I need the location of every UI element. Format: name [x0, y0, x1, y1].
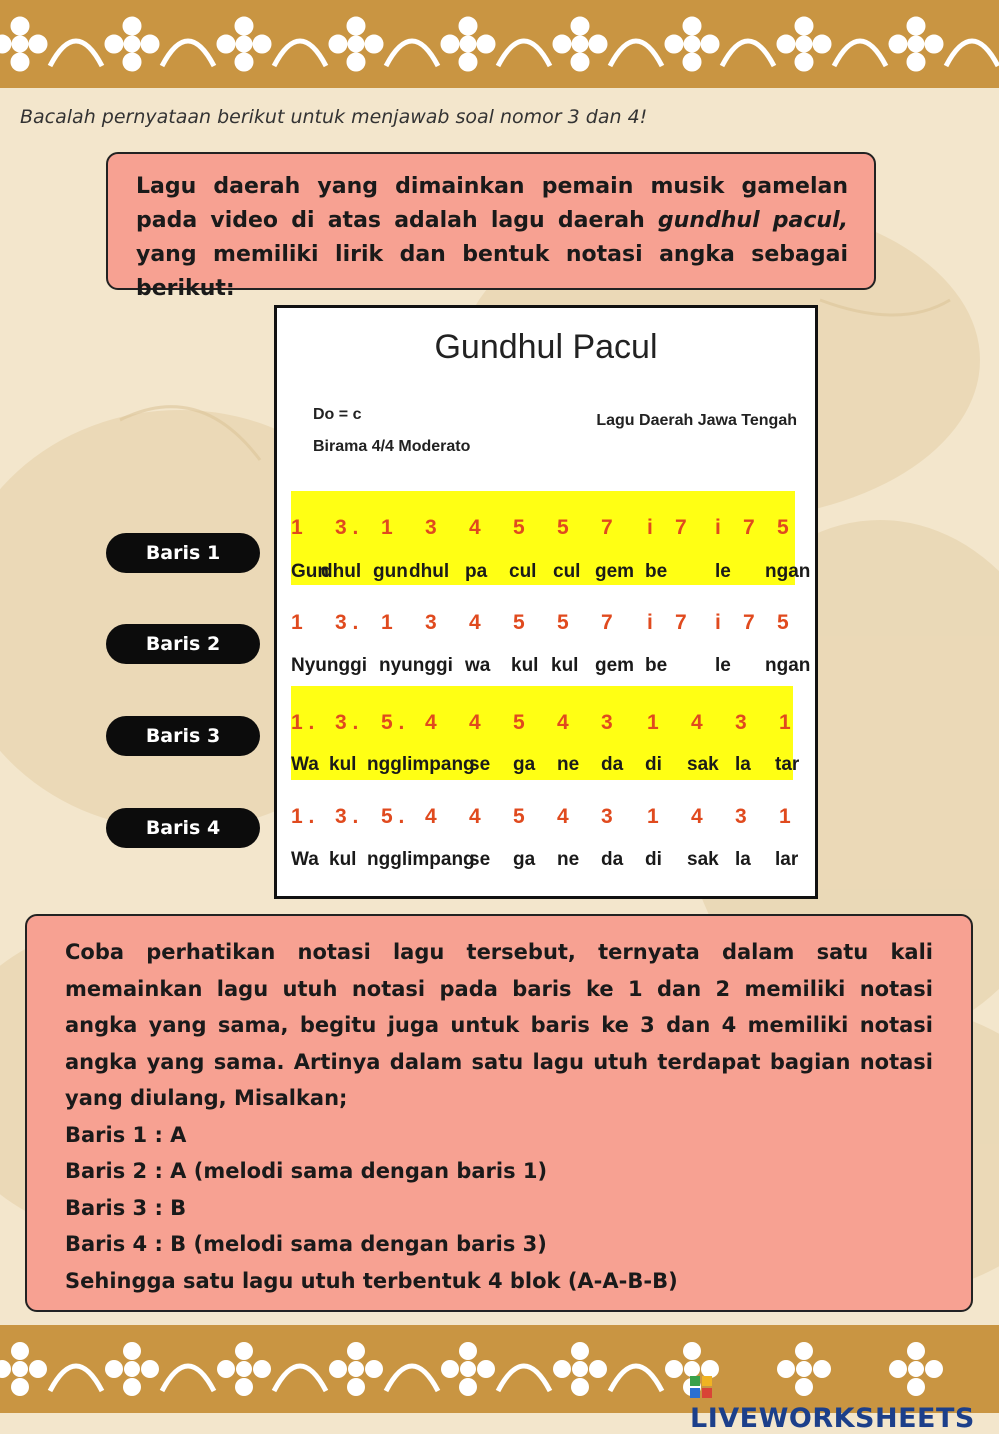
liveworksheets-watermark: [690, 1372, 999, 1434]
lyric-row: [291, 561, 811, 591]
note-number: 3: [425, 516, 437, 539]
lyric-syllable: di: [645, 849, 662, 870]
note-number: 7: [675, 516, 687, 539]
lyric-syllable: gem: [595, 655, 635, 676]
note-number: 5: [513, 711, 525, 734]
song-title: Gundhul Pacul: [434, 328, 658, 366]
lyric-syllable: kul: [511, 655, 539, 676]
lyric-syllable: be: [645, 655, 668, 676]
note-number: 3 .: [335, 611, 359, 634]
note-number: 1: [291, 516, 303, 539]
note-number: 5 .: [381, 805, 405, 828]
note-number: 1: [381, 516, 393, 539]
lyric-syllable: kul: [551, 655, 579, 676]
lyric-syllable: gem: [595, 561, 635, 582]
note-number: 4: [691, 805, 703, 828]
lyric-syllable: ngglimpang: [367, 754, 475, 775]
lyric-syllable: dhul: [321, 561, 362, 582]
lyric-syllable: wa: [465, 655, 491, 676]
explanation-box: [25, 914, 973, 1312]
note-number: 4: [425, 711, 437, 734]
note-number: 5: [777, 516, 789, 539]
lyric-syllable: ngan: [765, 561, 811, 582]
lyric-syllable: Gun: [291, 561, 329, 582]
note-number: 5: [513, 516, 525, 539]
lyric-syllable: Wa: [291, 849, 319, 870]
watermark-text: LIVEWORKSHEETS: [690, 1403, 975, 1434]
note-number: 3: [601, 711, 613, 734]
lyric-syllable: lar: [775, 849, 799, 870]
note-number: 3: [601, 805, 613, 828]
do-key: Do = c: [313, 406, 362, 423]
lyric-syllable: ne: [557, 754, 580, 775]
note-number: 4: [469, 516, 481, 539]
explanation-line: Baris 4 : B (melodi sama dengan baris 3): [65, 1232, 547, 1256]
lyric-row: [291, 849, 811, 879]
lyric-syllable: le: [715, 655, 731, 676]
note-number: 4: [469, 611, 481, 634]
lyric-syllable: pa: [465, 561, 488, 582]
explanation-line: Baris 3 : B: [65, 1195, 187, 1220]
lyric-syllable: Nyunggi: [291, 655, 367, 676]
lyric-syllable: dhul: [409, 561, 450, 582]
lyric-row: [291, 754, 811, 784]
intro-text-before: Lagu daerah yang dimainkan pemain musik gamelan pada video di atas adalah lagu daerah: [136, 174, 848, 233]
lyric-syllable: tar: [775, 754, 800, 775]
note-number: 7: [743, 611, 755, 634]
lyric-syllable: kul: [329, 754, 357, 775]
note-number: 7: [601, 611, 613, 634]
lyric-syllable: se: [469, 754, 491, 775]
baris-3-label: Baris 3: [106, 716, 260, 756]
note-number: 5: [513, 805, 525, 828]
note-number: 1: [647, 711, 659, 734]
lyric-syllable: le: [715, 561, 731, 582]
note-number: 4: [557, 711, 569, 734]
lyric-syllable: ga: [513, 849, 536, 870]
note-number: 4: [469, 711, 481, 734]
top-ornament-border: [0, 0, 999, 88]
lyric-syllable: ngglimpang: [367, 849, 475, 870]
lyric-syllable: be: [645, 561, 668, 582]
baris-2-label: Baris 2: [106, 624, 260, 664]
liveworksheets-logo-icon: [690, 1376, 712, 1398]
note-number: 7: [743, 516, 755, 539]
lyric-syllable: ga: [513, 754, 536, 775]
lyric-syllable: nyunggi: [379, 655, 453, 676]
lyric-row: [291, 655, 811, 685]
note-number: 3: [425, 611, 437, 634]
lyric-syllable: da: [601, 754, 624, 775]
note-row: [291, 516, 811, 546]
lyric-syllable: gun: [373, 561, 408, 582]
lyric-syllable: di: [645, 754, 662, 775]
note-number: 3 .: [335, 711, 359, 734]
lyric-syllable: cul: [553, 561, 581, 582]
note-number: i: [647, 516, 653, 539]
instruction-text: Bacalah pernyataan berikut untuk menjawab soal nomor 3 dan 4!: [20, 106, 648, 128]
note-number: 5: [557, 516, 569, 539]
note-number: i: [715, 516, 721, 539]
note-number: 1: [779, 711, 791, 734]
note-number: 7: [675, 611, 687, 634]
note-number: 3 .: [335, 805, 359, 828]
explanation-line: Baris 2 : A (melodi sama dengan baris 1): [65, 1159, 548, 1183]
note-row: [291, 611, 811, 641]
baris-1-label: Baris 1: [106, 533, 260, 573]
note-number: 5: [513, 611, 525, 634]
lyric-syllable: la: [735, 754, 751, 775]
explanation-conclusion: Sehingga satu lagu utuh terbentuk 4 blok (A-A-B-B): [65, 1268, 678, 1293]
note-number: 1: [647, 805, 659, 828]
song-origin: Lagu Daerah Jawa Tengah: [596, 412, 797, 429]
lyric-syllable: ngan: [765, 655, 811, 676]
lyric-syllable: sak: [687, 849, 719, 870]
note-number: 1 .: [291, 711, 315, 734]
note-number: 3: [735, 805, 747, 828]
lyric-syllable: Wa: [291, 754, 319, 775]
lyric-syllable: la: [735, 849, 751, 870]
note-number: 5: [557, 611, 569, 634]
note-number: 5 .: [381, 711, 405, 734]
birama-tempo: Birama 4/4 Moderato: [313, 438, 471, 455]
note-number: 7: [601, 516, 613, 539]
intro-text-after: yang memiliki lirik dan bentuk notasi angka sebagai berikut:: [136, 242, 848, 301]
note-number: 4: [469, 805, 481, 828]
lyric-syllable: kul: [329, 849, 357, 870]
baris-4-label: Baris 4: [106, 808, 260, 848]
note-number: i: [647, 611, 653, 634]
note-number: 4: [557, 805, 569, 828]
note-number: 4: [425, 805, 437, 828]
explanation-paragraph: Coba perhatikan notasi lagu tersebut, ternyata dalam satu kali memainkan lagu utuh notasi pada baris ke 1 dan 2 memiliki notasi angka yang sama, begitu juga untuk baris ke 3 dan 4 memiliki notasi angka yang sama. Artinya dalam satu lagu utuh terdapat bagian notasi yang diulang, Misalkan;: [65, 940, 933, 1110]
lyric-syllable: ne: [557, 849, 580, 870]
lyric-syllable: se: [469, 849, 491, 870]
note-number: 3: [735, 711, 747, 734]
note-number: 1 .: [291, 805, 315, 828]
intro-box: [106, 152, 876, 301]
note-row: [291, 805, 811, 835]
lyric-syllable: cul: [509, 561, 537, 582]
note-number: 4: [691, 711, 703, 734]
lyric-syllable: sak: [687, 754, 719, 775]
notation-sheet: [274, 305, 818, 899]
note-number: 3 .: [335, 516, 359, 539]
note-number: 1: [381, 611, 393, 634]
lyric-syllable: da: [601, 849, 624, 870]
note-number: 5: [777, 611, 789, 634]
intro-song-name: gundhul pacul,: [657, 208, 848, 233]
explanation-line: Baris 1 : A: [65, 1122, 187, 1147]
note-number: i: [715, 611, 721, 634]
note-row: [291, 711, 811, 741]
note-number: 1: [291, 611, 303, 634]
note-number: 1: [779, 805, 791, 828]
